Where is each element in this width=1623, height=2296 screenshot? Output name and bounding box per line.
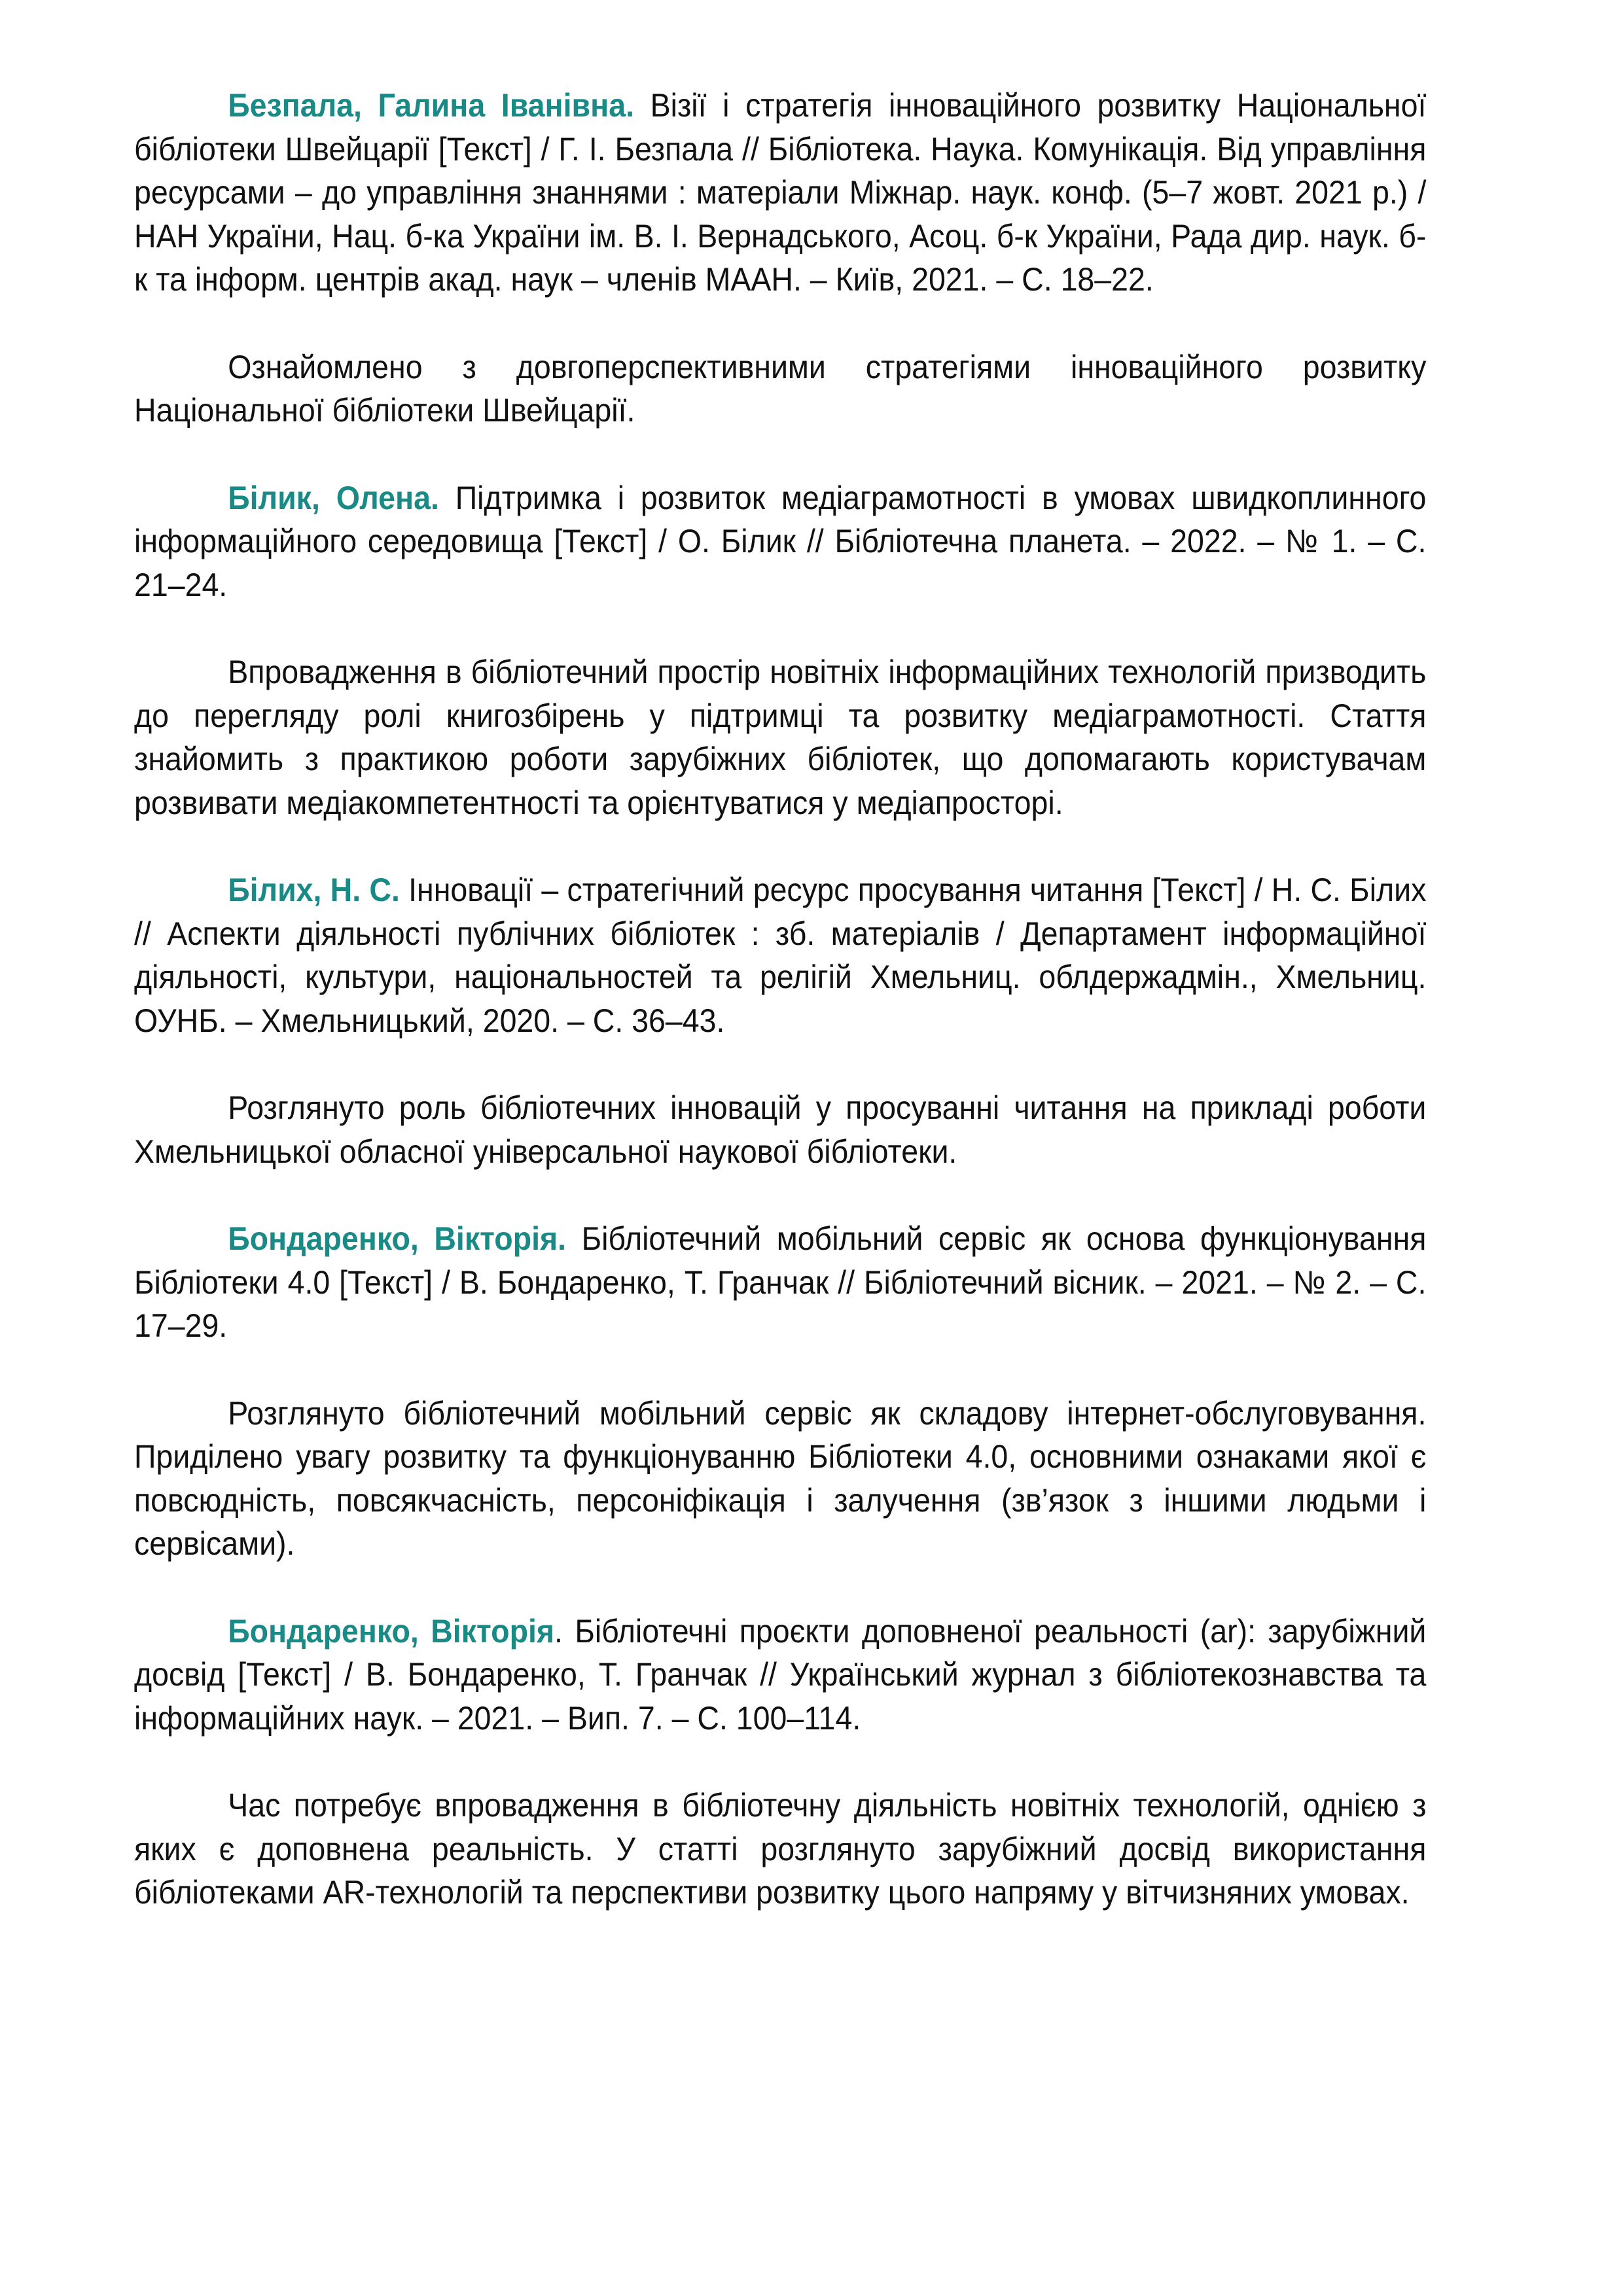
- entry-annotation: Ознайомлено з довгоперспективними стратегіями інноваційного розвитку Національної бібліотеки Швейцарії.: [134, 348, 1427, 429]
- bibliography-entry: [134, 476, 1426, 825]
- bibliography-page: [134, 84, 1426, 1958]
- entry-author: Білик, Олена.: [228, 479, 439, 516]
- citation: [134, 868, 1426, 1042]
- entry-author: Білих, Н. С.: [228, 872, 400, 908]
- bibliography-entry: [134, 1610, 1426, 1915]
- bibliography-entry: [134, 868, 1426, 1173]
- entry-author: Бондаренко, Вікторія.: [228, 1220, 567, 1257]
- citation: [134, 476, 1426, 607]
- citation: [134, 84, 1426, 302]
- entry-annotation: Розглянуто бібліотечний мобільний сервіс як складову інтернет-обслуговування. Приділено увагу розвитку та функціонуванню Бібліотеки 4.0, основними ознаками якої є повсюдність, повсякчасність, персоніфікація і залучення (зв’язок з іншими людьми і сервісами).: [134, 1394, 1427, 1562]
- entry-citation: . Бібліотечні проєкти доповненої реальності (ar): зарубіжний досвід [Текст] / В. Бондаренко, Т. Гранчак // Український журнал з бібліотекознавства та інформаційних наук. – 2021. – Вип. 7. – С. 100–114.: [134, 1612, 1427, 1737]
- entry-citation: Бібліотечний мобільний сервіс як основа функціонування Бібліотеки 4.0 [Текст] / В. Бондаренко, Т. Гранчак // Бібліотечний вісник. – 2021. – № 2. – С. 17–29.: [134, 1220, 1427, 1344]
- entry-annotation: Розглянуто роль бібліотечних інновацій у просуванні читання на прикладі роботи Хмельницької обласної універсальної наукової бібліотеки.: [134, 1089, 1427, 1170]
- citation: [134, 1217, 1426, 1348]
- entry-author: Безпала, Галина Іванівна.: [228, 87, 635, 124]
- entry-citation: Інновації – стратегічний ресурс просування читання [Текст] / Н. С. Білих // Аспекти діяльності публічних бібліотек : зб. матеріалів / Департамент інформаційної діяльності, культури, національностей та релігій Хмельниц. облдержадмін., Хмельниц. ОУНБ. – Хмельницький, 2020. – С. 36–43.: [134, 872, 1427, 1039]
- entry-author: Бондаренко, Вікторія: [228, 1612, 555, 1650]
- bibliography-entry: [134, 84, 1426, 433]
- bibliography-entry: [134, 1217, 1426, 1566]
- entry-citation: Візії і стратегія інноваційного розвитку Національної бібліотеки Швейцарії [Текст] / Г. І. Безпала // Бібліотека. Наука. Комунікація. Від управління ресурсами – до управління знаннями : матеріали Міжнар. наук. конф. (5–7 жовт. 2021 р.) / НАН України, Нац. б-ка України ім. В. І. Вернадського, Асоц. б-к України, Рада дир. наук. б-к та інформ. центрів акад. наук – членів МААН. – Київ, 2021. – С. 18–22.: [134, 87, 1427, 298]
- citation: [134, 1610, 1426, 1740]
- entry-citation: Підтримка і розвиток медіаграмотності в умовах швидкоплинного інформаційного середовища [Текст] / О. Білик // Бібліотечна планета. – 2022. – № 1. – С. 21–24.: [134, 479, 1427, 603]
- entry-annotation: Час потребує впровадження в бібліотечну діяльність новітніх технологій, однією з яких є доповнена реальність. У статті розглянуто зарубіжний досвід використання бібліотеками AR-технологій та перспективи розвитку цього напряму у вітчизняних умовах.: [134, 1787, 1427, 1911]
- entry-annotation: Впровадження в бібліотечний простір новітніх інформаційних технологій призводить до перегляду ролі книгозбірень у підтримці та розвитку медіаграмотності. Стаття знайомить з практикою роботи зарубіжних бібліотек, що допомагають користувачам розвивати медіакомпетентності та орієнтуватися у медіапросторі.: [134, 654, 1427, 821]
